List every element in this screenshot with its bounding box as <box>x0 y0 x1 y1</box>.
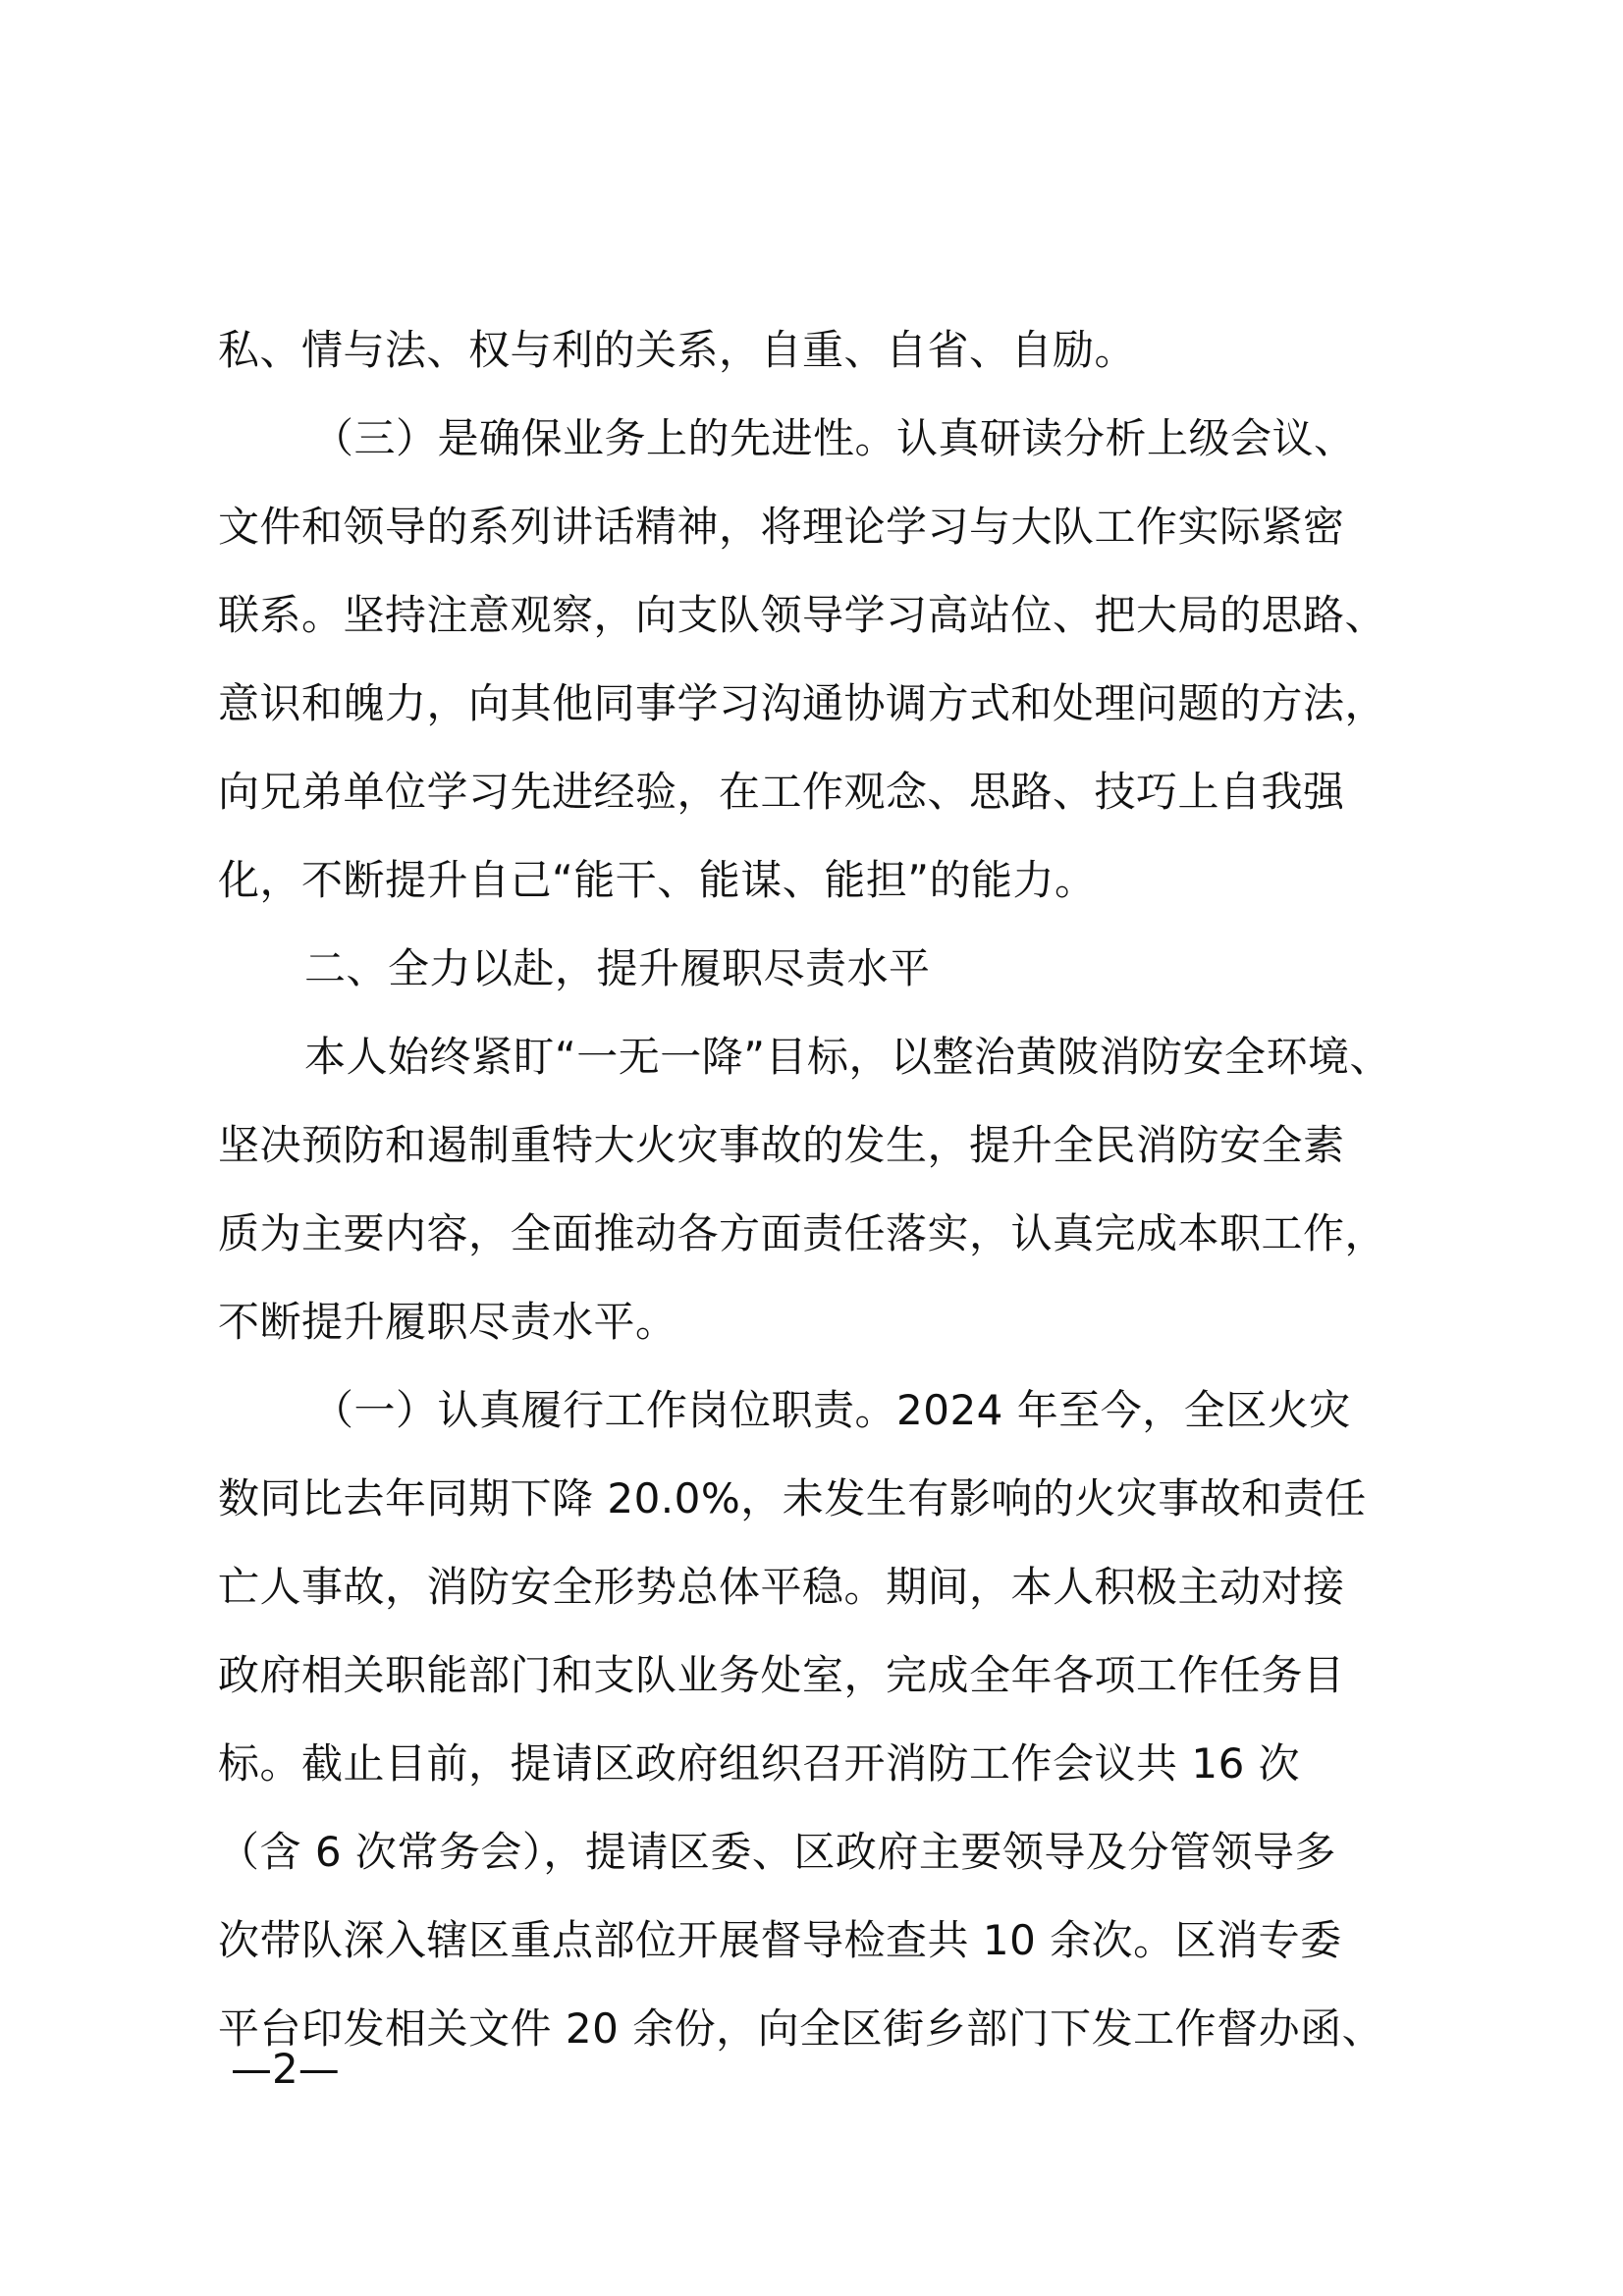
text-line-14: 数同比去年同期下降 20.0%，未发生有影响的火灾事故和责任 <box>218 1474 1367 1522</box>
text-line-13: （一）认真履行工作岗位职责。2024 年至今，全区火灾 <box>312 1386 1351 1434</box>
section-heading: 二、全力以赴，提升履职尽责水平 <box>304 944 931 992</box>
body-text <box>218 306 1445 2073</box>
text-line-16: 政府相关职能部门和支队业务处室，完成全年各项工作任务目 <box>218 1651 1345 1699</box>
text-line-10: 坚决预防和遏制重特大火灾事故的发生，提升全民消防安全素 <box>218 1121 1345 1169</box>
text-line-2: （三）是确保业务上的先进性。认真研读分析上级会议、 <box>312 414 1356 462</box>
text-line-3: 文件和领导的系列讲话精神，将理论学习与大队工作实际紧密 <box>218 503 1345 551</box>
page-number: —2— <box>231 2045 340 2093</box>
text-line-9: 本人始终紧盯“一无一降”目标，以整治黄陂消防安全环境、 <box>304 1033 1392 1081</box>
text-line-5: 意识和魄力，向其他同事学习沟通协调方式和处理问题的方法， <box>218 679 1387 727</box>
text-line-20: 平台印发相关文件 20 余份，向全区街乡部门下发工作督办函、 <box>218 2004 1384 2053</box>
text-line-19: 次带队深入辖区重点部位开展督导检查共 10 余次。区消专委 <box>218 1916 1342 1964</box>
text-line-11: 质为主要内容，全面推动各方面责任落实，认真完成本职工作， <box>218 1209 1387 1257</box>
text-line-4: 联系。坚持注意观察，向支队领导学习高站位、把大局的思路、 <box>218 591 1387 639</box>
text-line-15: 亡人事故，消防安全形势总体平稳。期间，本人积极主动对接 <box>218 1563 1345 1611</box>
text-line-12: 不断提升履职尽责水平。 <box>218 1298 677 1346</box>
text-line-17: 标。截止目前，提请区政府组织召开消防工作会议共 16 次 <box>218 1739 1301 1788</box>
text-line-1: 私、情与法、权与利的关系，自重、自省、自励。 <box>218 326 1137 374</box>
text-line-7: 化，不断提升自己“能干、能谋、能担”的能力。 <box>218 856 1097 904</box>
text-line-6: 向兄弟单位学习先进经验，在工作观念、思路、技巧上自我强 <box>218 768 1345 816</box>
text-line-18: （含 6 次常务会），提请区委、区政府主要领导及分管领导多 <box>218 1828 1336 1876</box>
